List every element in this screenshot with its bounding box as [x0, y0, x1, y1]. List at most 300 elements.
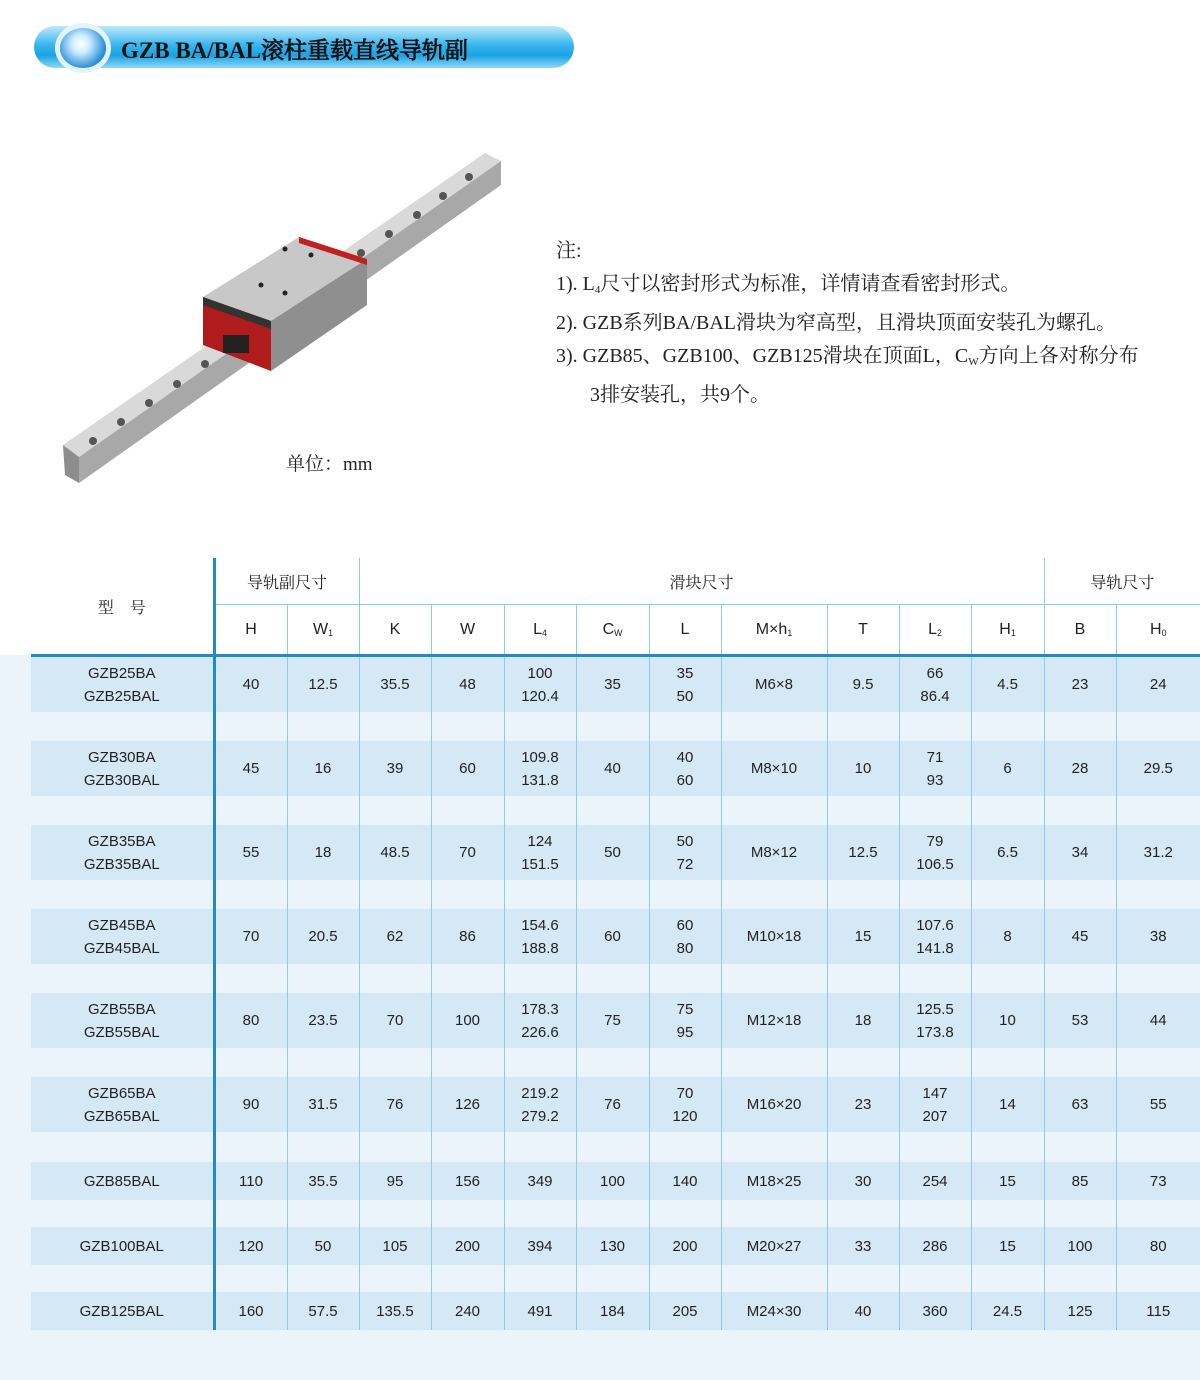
- gap-cell: [504, 1265, 576, 1292]
- value-cell: [359, 1162, 431, 1200]
- gap-cell: [31, 796, 214, 825]
- value-cell: [214, 1162, 287, 1200]
- cell-value: 93: [926, 771, 944, 789]
- value-cell: [899, 993, 971, 1048]
- gap-cell: [504, 1200, 576, 1227]
- gap-cell: [214, 880, 287, 909]
- gap-cell: [721, 1265, 827, 1292]
- value-cell: [827, 1227, 899, 1265]
- value-cell: [359, 825, 431, 880]
- cell-value: 48: [459, 676, 476, 693]
- cell-value: 31.2: [1143, 844, 1173, 861]
- row-gap: [31, 1265, 1200, 1292]
- gap-cell: [827, 880, 899, 909]
- cell-value: 120.4: [521, 687, 559, 705]
- value-cell: [971, 1162, 1044, 1200]
- value-cell: [1044, 741, 1116, 796]
- gap-cell: [721, 1132, 827, 1162]
- cell-value: 79: [926, 832, 944, 850]
- model-cell: [31, 993, 214, 1048]
- gap-cell: [899, 964, 971, 993]
- table-row: [31, 656, 1200, 713]
- cell-value: 394: [527, 1237, 553, 1255]
- value-cell: [214, 656, 287, 713]
- model-name: GZB45BA: [87, 916, 156, 934]
- value-cell: [1044, 1162, 1116, 1200]
- cell-value: 76: [386, 1096, 404, 1113]
- gap-cell: [359, 964, 431, 993]
- row-gap: [31, 712, 1200, 741]
- value-cell: [971, 993, 1044, 1048]
- gap-cell: [31, 1265, 214, 1292]
- value-cell: [827, 741, 899, 796]
- cell-value: M16×20: [746, 1096, 802, 1113]
- cell-value: 110: [239, 1172, 263, 1190]
- gap-cell: [1116, 1265, 1200, 1292]
- value-cell: [899, 656, 971, 713]
- cell-value: 76: [604, 1096, 621, 1113]
- model-cell: [31, 909, 214, 964]
- note-text: 3). GZB85、GZB100、GZB125滑块在顶面L，C: [556, 344, 969, 367]
- gap-cell: [899, 1048, 971, 1077]
- page-title: GZB BA/BAL滚柱重载直线导轨副: [121, 38, 468, 63]
- model-name: GZB65BA: [87, 1084, 156, 1102]
- column-header-main: H: [999, 620, 1011, 638]
- cell-value: 8: [1003, 928, 1012, 945]
- column-header: [649, 605, 721, 656]
- gap-cell: [721, 1200, 827, 1227]
- gap-cell: [31, 1132, 214, 1162]
- cell-value: 34: [1071, 844, 1089, 861]
- value-cell: [971, 741, 1044, 796]
- cell-value: 24.5: [992, 1302, 1023, 1320]
- gap-cell: [214, 796, 287, 825]
- value-cell: [1044, 656, 1116, 713]
- gap-cell: [287, 1048, 359, 1077]
- value-cell: [899, 825, 971, 880]
- value-cell: [504, 1077, 576, 1132]
- column-header: [1044, 605, 1116, 656]
- note-3-continuation: 3排安装孔，共9个。: [590, 383, 770, 406]
- cell-value: 90: [242, 1096, 260, 1113]
- gap-cell: [721, 964, 827, 993]
- value-cell: [504, 741, 576, 796]
- cell-value: 15: [999, 1237, 1016, 1255]
- value-cell: [431, 909, 504, 964]
- cell-value: 4.5: [997, 676, 1018, 693]
- value-cell: [359, 656, 431, 713]
- gap-cell: [431, 712, 504, 741]
- value-cell: [359, 741, 431, 796]
- cell-value: 24: [1149, 676, 1167, 693]
- cell-value: 15: [999, 1172, 1016, 1190]
- column-header: [431, 605, 504, 656]
- cell-value: 10: [999, 1012, 1016, 1029]
- cell-value: M6×8: [755, 676, 793, 693]
- gap-cell: [431, 880, 504, 909]
- model-cell: [31, 1227, 214, 1265]
- cell-value: 55: [1149, 1096, 1167, 1113]
- gap-cell: [576, 1265, 649, 1292]
- cell-value: 86.4: [920, 687, 950, 705]
- value-cell: [287, 656, 359, 713]
- gap-cell: [504, 796, 576, 825]
- cell-value: 40: [854, 1302, 872, 1320]
- cell-value: 63: [1071, 1096, 1089, 1113]
- model-name: GZB30BA: [87, 748, 156, 766]
- gap-cell: [971, 712, 1044, 741]
- gap-cell: [1044, 1200, 1116, 1227]
- column-header-subscript: 4: [542, 627, 547, 638]
- value-cell: [721, 909, 827, 964]
- gap-cell: [649, 1200, 721, 1227]
- banner-ball-icon: [60, 28, 106, 68]
- header-group-row: [31, 558, 1200, 605]
- value-cell: [971, 1227, 1044, 1265]
- cell-value: M8×10: [750, 760, 798, 777]
- value-cell: [576, 656, 649, 713]
- model-name: GZB45BAL: [83, 939, 160, 957]
- value-cell: [1116, 1077, 1200, 1132]
- cell-value: 40: [242, 676, 260, 693]
- cell-value: 141.8: [916, 939, 954, 957]
- value-cell: [649, 1077, 721, 1132]
- value-cell: [359, 1077, 431, 1132]
- cell-value: 35: [676, 664, 694, 682]
- value-cell: [287, 1162, 359, 1200]
- gap-cell: [899, 712, 971, 741]
- value-cell: [1116, 909, 1200, 964]
- cell-value: 50: [676, 687, 694, 705]
- gap-cell: [576, 880, 649, 909]
- gap-cell: [649, 796, 721, 825]
- cell-value: 45: [242, 760, 260, 777]
- value-cell: [504, 1162, 576, 1200]
- model-name: GZB35BA: [87, 832, 156, 850]
- cell-value: 279.2: [521, 1107, 559, 1125]
- gap-cell: [287, 880, 359, 909]
- cell-value: 30: [854, 1172, 872, 1190]
- value-cell: [971, 1292, 1044, 1330]
- column-header-main: W: [459, 620, 476, 638]
- cell-value: 207: [922, 1107, 948, 1125]
- gap-cell: [899, 796, 971, 825]
- cell-value: 135.5: [376, 1302, 414, 1320]
- gap-cell: [899, 1265, 971, 1292]
- value-cell: [576, 1162, 649, 1200]
- column-header-subscript: 1: [787, 627, 793, 638]
- value-cell: [287, 825, 359, 880]
- gap-cell: [504, 712, 576, 741]
- column-header-subscript: W: [614, 627, 623, 638]
- column-header: [1116, 605, 1200, 656]
- cell-value: 86: [459, 928, 476, 945]
- table-row: [31, 825, 1200, 880]
- column-header-main: L: [928, 620, 937, 638]
- gap-cell: [287, 712, 359, 741]
- column-header: [359, 605, 431, 656]
- column-header-main: C: [602, 620, 615, 638]
- gap-cell: [431, 964, 504, 993]
- value-cell: [721, 741, 827, 796]
- cell-value: 40: [604, 760, 621, 777]
- value-cell: [721, 1077, 827, 1132]
- cell-value: 173.8: [916, 1023, 954, 1041]
- table-row: [31, 1227, 1200, 1265]
- note-2: [556, 307, 1139, 340]
- cell-value: 140: [672, 1172, 698, 1190]
- cell-value: 73: [1149, 1172, 1167, 1190]
- model-cell: [31, 825, 214, 880]
- value-cell: [899, 741, 971, 796]
- cell-value: 109.8: [521, 748, 559, 766]
- column-header: [827, 605, 899, 656]
- cell-value: 151.5: [521, 855, 559, 873]
- row-gap: [31, 964, 1200, 993]
- column-header-subscript: 1: [1010, 627, 1016, 638]
- gap-cell: [576, 712, 649, 741]
- gap-cell: [287, 964, 359, 993]
- cell-value: 120: [672, 1107, 698, 1125]
- model-cell: [31, 1162, 214, 1200]
- cell-value: 160: [238, 1302, 264, 1320]
- cell-value: 14: [999, 1096, 1016, 1113]
- cell-value: 60: [459, 760, 476, 777]
- value-cell: [827, 1162, 899, 1200]
- cell-value: 50: [604, 844, 621, 861]
- cell-value: 115: [1146, 1302, 1171, 1320]
- value-cell: [721, 1162, 827, 1200]
- gap-cell: [359, 712, 431, 741]
- gap-cell: [971, 964, 1044, 993]
- gap-cell: [287, 1132, 359, 1162]
- gap-cell: [971, 880, 1044, 909]
- column-header: [504, 605, 576, 656]
- gap-cell: [827, 1132, 899, 1162]
- value-cell: [576, 909, 649, 964]
- cell-value: M10×18: [746, 928, 802, 945]
- cell-value: 45: [1071, 928, 1089, 945]
- gap-cell: [649, 712, 721, 741]
- cell-value: 240: [454, 1302, 481, 1320]
- row-gap: [31, 1132, 1200, 1162]
- value-cell: [214, 1077, 287, 1132]
- gap-cell: [287, 796, 359, 825]
- gap-cell: [971, 1048, 1044, 1077]
- value-cell: [971, 656, 1044, 713]
- column-header: [721, 605, 827, 656]
- cell-value: 12.5: [848, 844, 878, 861]
- table-row: [31, 1077, 1200, 1132]
- cell-value: 125.5: [916, 1000, 954, 1018]
- gap-cell: [576, 1200, 649, 1227]
- value-cell: [214, 1227, 287, 1265]
- cell-value: 44: [1149, 1012, 1167, 1029]
- column-header-main: T: [858, 620, 868, 638]
- gap-cell: [1044, 880, 1116, 909]
- gap-cell: [31, 1048, 214, 1077]
- cell-value: 188.8: [521, 939, 559, 957]
- column-header-subscript: 1: [328, 627, 333, 638]
- value-cell: [431, 825, 504, 880]
- gap-cell: [827, 796, 899, 825]
- cell-value: 254: [922, 1172, 948, 1190]
- cell-value: 100: [454, 1012, 481, 1029]
- value-cell: [721, 1227, 827, 1265]
- table-row: [31, 1292, 1200, 1330]
- cell-value: 156: [454, 1172, 481, 1190]
- value-cell: [827, 1292, 899, 1330]
- value-cell: [649, 993, 721, 1048]
- value-cell: [431, 741, 504, 796]
- column-header: [971, 605, 1044, 656]
- column-header-main: W: [312, 620, 329, 638]
- column-group-header: 滑块尺寸: [359, 558, 1044, 605]
- gap-cell: [971, 1132, 1044, 1162]
- gap-cell: [431, 1132, 504, 1162]
- cell-value: 200: [454, 1237, 481, 1255]
- linear-guide-image: [55, 145, 515, 495]
- value-cell: [649, 825, 721, 880]
- gap-cell: [359, 1265, 431, 1292]
- note-3: [556, 340, 1139, 379]
- value-cell: [431, 1077, 504, 1132]
- gap-cell: [359, 1200, 431, 1227]
- cell-value: 60: [604, 928, 621, 945]
- row-gap: [31, 1048, 1200, 1077]
- gap-cell: [31, 1200, 214, 1227]
- cell-value: 23: [854, 1096, 872, 1113]
- gap-cell: [214, 1200, 287, 1227]
- cell-value: 16: [314, 760, 332, 777]
- cell-value: 29.5: [1143, 760, 1173, 777]
- cell-value: 154.6: [521, 916, 559, 934]
- gap-cell: [359, 796, 431, 825]
- gap-cell: [214, 712, 287, 741]
- spec-table: [31, 558, 1200, 1330]
- value-cell: [649, 1227, 721, 1265]
- value-cell: [214, 909, 287, 964]
- gap-cell: [1116, 1048, 1200, 1077]
- value-cell: [1044, 993, 1116, 1048]
- gap-cell: [649, 1265, 721, 1292]
- value-cell: [431, 1162, 504, 1200]
- value-cell: [287, 909, 359, 964]
- cell-value: 72: [676, 855, 694, 873]
- value-cell: [721, 656, 827, 713]
- cell-value: 80: [1149, 1237, 1167, 1255]
- value-cell: [431, 1292, 504, 1330]
- value-cell: [504, 909, 576, 964]
- cell-value: 60: [676, 916, 694, 934]
- gap-cell: [359, 880, 431, 909]
- gap-cell: [214, 1048, 287, 1077]
- gap-cell: [1044, 1048, 1116, 1077]
- gap-cell: [1116, 1132, 1200, 1162]
- cell-value: 360: [922, 1302, 948, 1320]
- cell-value: 6.5: [997, 844, 1018, 861]
- value-cell: [504, 1227, 576, 1265]
- cell-value: 105: [382, 1237, 408, 1255]
- model-cell: [31, 741, 214, 796]
- value-cell: [649, 656, 721, 713]
- value-cell: [899, 909, 971, 964]
- value-cell: [1044, 1227, 1116, 1265]
- cell-value: 53: [1071, 1012, 1089, 1029]
- value-cell: [1116, 993, 1200, 1048]
- value-cell: [1044, 1292, 1116, 1330]
- note-1: [556, 268, 1139, 307]
- value-cell: [576, 741, 649, 796]
- row-gap: [31, 796, 1200, 825]
- value-cell: [1116, 825, 1200, 880]
- model-name: GZB25BAL: [83, 687, 160, 705]
- value-cell: [721, 1292, 827, 1330]
- table-row: [31, 1162, 1200, 1200]
- cell-value: 70: [242, 928, 260, 945]
- gap-cell: [1116, 1200, 1200, 1227]
- cell-value: 35.5: [380, 676, 410, 693]
- column-header-main: L: [680, 620, 690, 638]
- gap-cell: [827, 964, 899, 993]
- cell-value: 85: [1071, 1172, 1089, 1190]
- cell-value: 100: [599, 1172, 626, 1190]
- cell-value: 130: [599, 1237, 626, 1255]
- gap-cell: [504, 880, 576, 909]
- value-cell: [899, 1227, 971, 1265]
- value-cell: [431, 656, 504, 713]
- gap-cell: [31, 880, 214, 909]
- cell-value: 6: [1003, 760, 1012, 777]
- cell-value: M20×27: [746, 1237, 802, 1255]
- cell-value: 80: [676, 939, 694, 957]
- gap-cell: [721, 796, 827, 825]
- model-name: GZB85BAL: [83, 1172, 160, 1190]
- gap-cell: [827, 1048, 899, 1077]
- cell-value: 50: [314, 1237, 332, 1255]
- gap-cell: [214, 1132, 287, 1162]
- cell-value: 18: [854, 1012, 872, 1029]
- value-cell: [827, 909, 899, 964]
- unit-label: 单位：mm: [286, 454, 373, 475]
- cell-value: 35.5: [308, 1172, 338, 1190]
- value-cell: [431, 1227, 504, 1265]
- model-cell: [31, 656, 214, 713]
- value-cell: [649, 909, 721, 964]
- model-name: GZB55BA: [87, 1000, 156, 1018]
- value-cell: [214, 825, 287, 880]
- value-cell: [899, 1292, 971, 1330]
- gap-cell: [1044, 1265, 1116, 1292]
- value-cell: [287, 993, 359, 1048]
- value-cell: [504, 656, 576, 713]
- gap-cell: [31, 964, 214, 993]
- cell-value: 131.8: [521, 771, 559, 789]
- gap-cell: [1116, 796, 1200, 825]
- gap-cell: [827, 712, 899, 741]
- cell-value: 120: [238, 1237, 264, 1255]
- cell-value: M24×30: [746, 1302, 802, 1320]
- cell-value: M12×18: [746, 1012, 802, 1029]
- cell-value: 219.2: [521, 1084, 559, 1102]
- gap-cell: [649, 880, 721, 909]
- cell-value: 57.5: [308, 1302, 338, 1320]
- gap-cell: [827, 1265, 899, 1292]
- model-cell: [31, 1077, 214, 1132]
- gap-cell: [214, 1265, 287, 1292]
- value-cell: [576, 1292, 649, 1330]
- gap-cell: [504, 1132, 576, 1162]
